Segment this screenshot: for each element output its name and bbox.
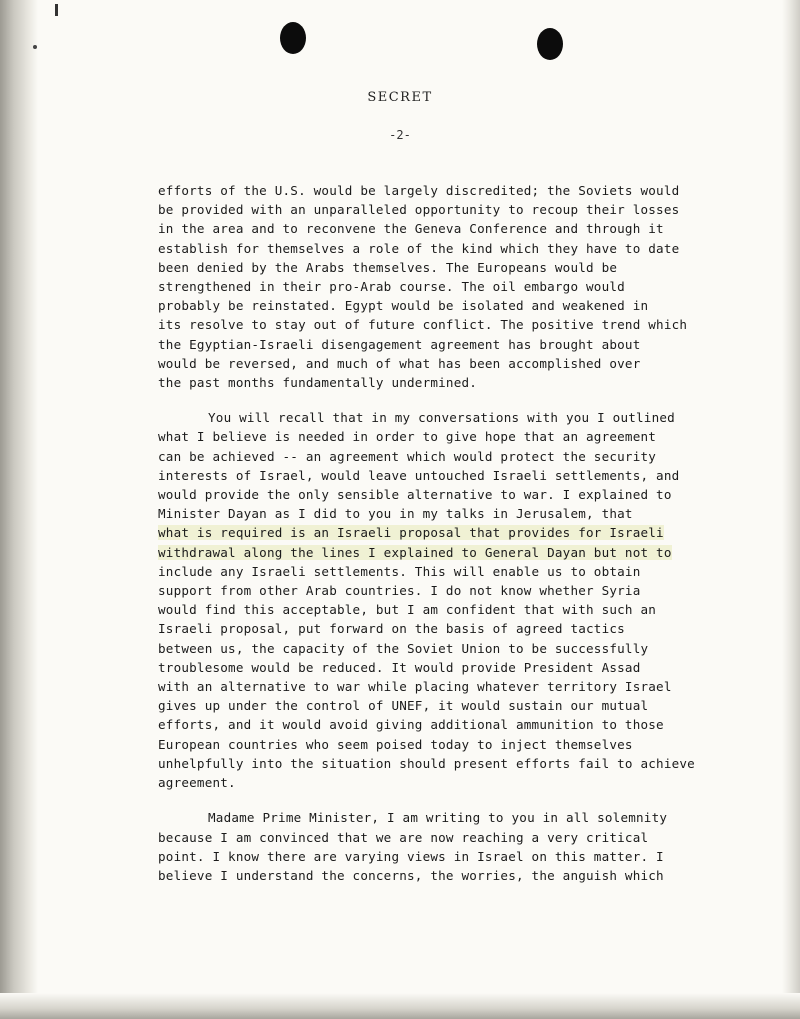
punch-hole-right [537,28,563,60]
text-line: between us, the capacity of the Soviet Union to be successfully [158,640,649,656]
scan-mark [55,4,58,16]
text-line: what I believe is needed in order to give hope that an agreement [158,429,657,445]
text-line: Madame Prime Minister, I am writing to you in all solemnity [208,810,668,826]
text-line: agreement. [158,775,236,791]
paragraph [158,181,703,392]
text-line: would find this acceptable, but I am confident that with such an [158,602,657,618]
paragraph-gap [158,792,703,808]
scan-edge-right [782,0,800,1019]
text-line: probably be reinstated. Egypt would be isolated and weakened in [158,298,649,314]
text-line: been denied by the Arabs themselves. The Europeans would be [158,259,618,275]
text-line: would provide the only sensible alternative to war. I explained to [158,487,672,503]
text-line: efforts of the U.S. would be largely discredited; the Soviets would [158,183,680,198]
text-line: in the area and to reconvene the Geneva Conference and through it [158,221,664,237]
scan-edge-bottom [0,993,800,1019]
classification-label: SECRET [367,90,433,105]
page-number: -2- [389,128,411,142]
paragraph [158,408,703,792]
text-line: be provided with an unparalleled opportunity to recoup their losses [158,202,680,218]
text-line: can be achieved -- an agreement which would protect the security [158,448,657,464]
text-line: include any Israeli settlements. This will enable us to obtain [158,563,641,579]
text-line: You will recall that in my conversations with you I outlined [208,410,675,426]
text-line: because I am convinced that we are now reaching a very critical [158,829,649,845]
text-line [158,523,703,542]
text-line: its resolve to stay out of future conflict. The positive trend which [158,317,688,333]
text-line: European countries who seem poised today to inject themselves [158,736,633,752]
text-line: the Egyptian-Israeli disengagement agreement has brought about [158,336,641,352]
paragraph [158,808,703,885]
text-line: believe I understand the concerns, the worries, the anguish which [158,867,664,883]
text-line [158,543,703,562]
highlighted-text: what is required is an Israeli proposal that provides for Israeli [158,525,664,541]
text-line: gives up under the control of UNEF, it would sustain our mutual [158,698,649,714]
text-line: strengthened in their pro-Arab course. The oil embargo would [158,279,625,295]
highlighted-text: withdrawal along the lines I explained to General Dayan but not to [158,544,672,560]
punch-hole-left [280,22,306,54]
text-line: troublesome would be reduced. It would provide President Assad [158,659,641,675]
text-line: support from other Arab countries. I do not know whether Syria [158,583,641,599]
paragraph-gap [158,392,703,408]
scan-dot [33,45,37,49]
text-line: interests of Israel, would leave untouched Israeli settlements, and [158,467,680,483]
text-line: establish for themselves a role of the kind which they have to date [158,240,680,256]
text-line: point. I know there are varying views in Israel on this matter. I [158,848,664,864]
text-line: the past months fundamentally undermined. [158,375,478,391]
text-line: unhelpfully into the situation should present efforts fail to achieve [158,755,695,771]
letter-body [158,181,703,885]
text-line: with an alternative to war while placing whatever territory Israel [158,679,672,695]
text-line: would be reversed, and much of what has been accomplished over [158,355,641,371]
text-line: Israeli proposal, put forward on the basis of agreed tactics [158,621,625,637]
text-line: Minister Dayan as I did to you in my talks in Jerusalem, that [158,506,633,522]
scan-edge-left [0,0,38,1019]
text-line: efforts, and it would avoid giving additional ammunition to those [158,717,664,733]
